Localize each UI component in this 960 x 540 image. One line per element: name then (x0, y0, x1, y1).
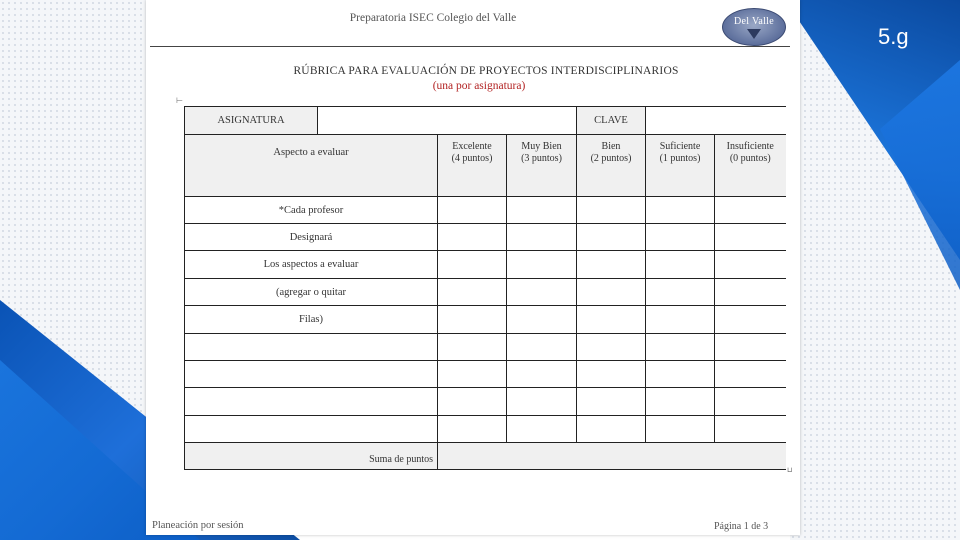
level-header-excelente (438, 135, 507, 197)
table-row (185, 334, 786, 361)
score-cell[interactable] (577, 197, 646, 224)
aspect-header: Aspecto a evaluar (185, 135, 438, 197)
score-cell[interactable] (577, 334, 646, 361)
score-cell[interactable] (715, 416, 786, 443)
score-cell[interactable] (715, 197, 786, 224)
key-label: CLAVE (577, 107, 646, 135)
aspect-cell[interactable]: Filas) (185, 306, 438, 334)
score-cell[interactable] (438, 416, 507, 443)
aspect-cell[interactable] (185, 361, 438, 388)
subject-row (185, 107, 786, 135)
aspect-cell[interactable] (185, 388, 438, 416)
score-cell[interactable] (507, 334, 577, 361)
score-cell[interactable] (577, 416, 646, 443)
sum-field[interactable] (438, 443, 786, 470)
score-cell[interactable] (646, 388, 715, 416)
score-cell[interactable] (715, 251, 786, 279)
table-row (185, 251, 786, 279)
table-row (185, 416, 786, 443)
score-cell[interactable] (577, 279, 646, 306)
key-field[interactable] (646, 107, 786, 135)
score-cell[interactable] (646, 279, 715, 306)
document-header: Preparatoria ISEC Colegio del Valle (349, 12, 517, 24)
document-page (146, 0, 800, 535)
score-cell[interactable] (715, 224, 786, 251)
score-cell[interactable] (715, 334, 786, 361)
score-cell[interactable] (438, 197, 507, 224)
aspect-cell[interactable] (185, 416, 438, 443)
subject-label: ASIGNATURA (185, 107, 318, 135)
levels-header-row (185, 135, 786, 197)
level-name: Excelente (452, 141, 492, 152)
sum-row (185, 443, 786, 470)
level-name: Insuficiente (726, 141, 774, 152)
document-subtitle: (una por asignatura) (432, 80, 526, 92)
score-cell[interactable] (715, 279, 786, 306)
level-name: Muy Bien (521, 141, 562, 152)
level-header-muy-bien (507, 135, 577, 197)
score-cell[interactable] (507, 197, 577, 224)
table-anchor-mark: ⊢ (176, 96, 183, 105)
table-end-mark: ⊔ (787, 466, 793, 474)
table-row (185, 279, 786, 306)
score-cell[interactable] (646, 224, 715, 251)
table-row (185, 388, 786, 416)
aspect-cell[interactable]: Los aspectos a evaluar (185, 251, 438, 279)
score-cell[interactable] (577, 224, 646, 251)
level-header-insuficiente (715, 135, 786, 197)
score-cell[interactable] (577, 361, 646, 388)
logo-text: Del Valle (733, 16, 774, 27)
score-cell[interactable] (507, 251, 577, 279)
score-cell[interactable] (646, 251, 715, 279)
score-cell[interactable] (438, 251, 507, 279)
level-points: (3 puntos) (521, 153, 562, 164)
score-cell[interactable] (577, 306, 646, 334)
level-name: Bien (601, 141, 621, 152)
table-row (185, 306, 786, 334)
level-points: (4 puntos) (451, 153, 493, 164)
score-cell[interactable] (507, 306, 577, 334)
score-cell[interactable] (507, 416, 577, 443)
header-divider (150, 46, 790, 47)
score-cell[interactable] (646, 197, 715, 224)
level-header-suficiente (646, 135, 715, 197)
level-header-bien (577, 135, 646, 197)
score-cell[interactable] (715, 388, 786, 416)
aspect-cell[interactable] (185, 334, 438, 361)
score-cell[interactable] (577, 251, 646, 279)
score-cell[interactable] (438, 361, 507, 388)
score-cell[interactable] (646, 334, 715, 361)
level-points: (0 puntos) (729, 153, 771, 164)
document-footer-left: Planeación por sesión (152, 520, 244, 531)
score-cell[interactable] (715, 361, 786, 388)
aspect-cell[interactable]: Designará (185, 224, 438, 251)
score-cell[interactable] (438, 224, 507, 251)
score-cell[interactable] (507, 279, 577, 306)
school-logo (722, 8, 786, 46)
score-cell[interactable] (438, 279, 507, 306)
score-cell[interactable] (438, 334, 507, 361)
level-name: Suficiente (659, 141, 701, 152)
subject-field[interactable] (318, 107, 577, 135)
sum-label: Suma de puntos (185, 443, 438, 470)
table-row (185, 197, 786, 224)
aspect-cell[interactable]: (agregar o quitar (185, 279, 438, 306)
score-cell[interactable] (507, 388, 577, 416)
table-row (185, 361, 786, 388)
score-cell[interactable] (715, 306, 786, 334)
score-cell[interactable] (577, 388, 646, 416)
score-cell[interactable] (646, 306, 715, 334)
score-cell[interactable] (507, 361, 577, 388)
table-row (185, 224, 786, 251)
score-cell[interactable] (646, 361, 715, 388)
score-cell[interactable] (646, 416, 715, 443)
score-cell[interactable] (507, 224, 577, 251)
document-title: RÚBRICA PARA EVALUACIÓN DE PROYECTOS INTERDISCIPLINARIOS (293, 65, 679, 77)
logo-triangle-icon (747, 29, 761, 39)
level-points: (1 puntos) (659, 153, 701, 164)
rubric-table (184, 106, 786, 470)
slide-number: 5.g (878, 24, 909, 49)
aspect-cell[interactable]: *Cada profesor (185, 197, 438, 224)
level-points: (2 puntos) (590, 153, 632, 164)
score-cell[interactable] (438, 388, 507, 416)
document-footer-right: Página 1 de 3 (714, 521, 769, 532)
score-cell[interactable] (438, 306, 507, 334)
